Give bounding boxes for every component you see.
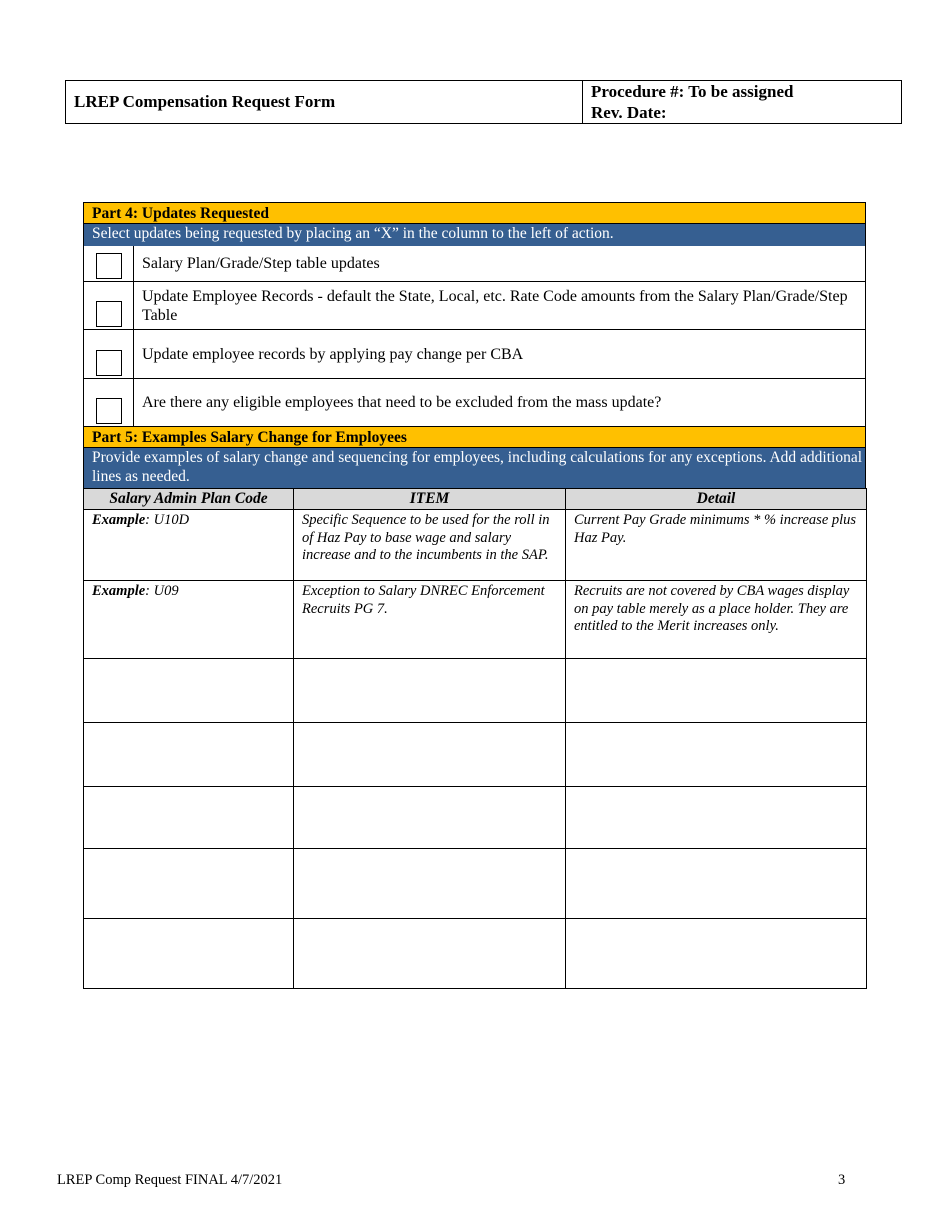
table-row	[84, 581, 867, 659]
column-header: Detail	[566, 489, 867, 510]
part5-section	[83, 426, 866, 989]
option-label: Update employee records by applying pay change per CBA	[142, 345, 524, 363]
example-label: Example	[92, 512, 146, 528]
option-label: Salary Plan/Grade/Step table updates	[142, 255, 380, 272]
footer-doc-name: LREP Comp Request FINAL 4/7/2021	[57, 1172, 283, 1188]
detail-cell[interactable]	[566, 849, 867, 919]
item-cell[interactable]	[294, 659, 566, 723]
option-label: Are there any eligible employees that need to be excluded from the mass update?	[142, 394, 662, 411]
part5-title: Part 5: Examples Salary Change for Employees	[83, 426, 866, 448]
part4-title: Part 4: Updates Requested	[83, 202, 866, 224]
detail-cell[interactable]	[566, 723, 867, 787]
detail-cell[interactable]	[566, 919, 867, 989]
detail-cell[interactable]	[566, 659, 867, 723]
column-header: ITEM	[294, 489, 566, 510]
checkbox-cba-pay-change[interactable]	[96, 350, 122, 376]
table-row	[84, 723, 867, 787]
table-row	[84, 659, 867, 723]
table-row	[84, 510, 867, 581]
checkbox-salary-table[interactable]	[96, 253, 122, 279]
detail-cell[interactable]: Recruits are not covered by CBA wages display on pay table merely as a place holder. They are entitled to the Merit increases only.	[566, 581, 867, 659]
plan-code-cell[interactable]	[84, 787, 294, 849]
plan-code-cell[interactable]	[84, 849, 294, 919]
table-header-row	[84, 489, 867, 510]
item-cell[interactable]	[294, 787, 566, 849]
example-label: Example	[92, 583, 146, 599]
table-row	[84, 787, 867, 849]
plan-code: : U09	[145, 583, 179, 599]
column-header: Salary Admin Plan Code	[84, 489, 294, 510]
item-cell[interactable]	[294, 849, 566, 919]
part4-section	[83, 202, 866, 427]
procedure-number: Procedure #: To be assigned	[591, 82, 794, 101]
part4-instruction: Select updates being requested by placing an “X” in the column to the left of action.	[83, 224, 866, 246]
update-option-1	[83, 246, 866, 282]
item-cell[interactable]	[294, 723, 566, 787]
rev-date: Rev. Date:	[591, 103, 667, 122]
detail-cell[interactable]	[566, 787, 867, 849]
table-row	[84, 919, 867, 989]
checkbox-default-rate-codes[interactable]	[96, 301, 122, 327]
form-header	[65, 80, 902, 124]
update-option-3	[83, 330, 866, 379]
table-row	[84, 849, 867, 919]
plan-code-cell[interactable]	[84, 723, 294, 787]
item-cell[interactable]: Specific Sequence to be used for the roll in of Haz Pay to base wage and salary increase and to the incumbents in the SAP.	[294, 510, 566, 581]
plan-code: : U10D	[145, 512, 190, 528]
procedure-box	[583, 81, 901, 123]
plan-code-cell[interactable]	[84, 919, 294, 989]
item-cell[interactable]	[294, 919, 566, 989]
detail-cell[interactable]: Current Pay Grade minimums * % increase plus Haz Pay.	[566, 510, 867, 581]
examples-table	[83, 488, 867, 989]
plan-code-cell[interactable]	[84, 510, 294, 581]
option-label: Update Employee Records - default the State, Local, etc. Rate Code amounts from the Salary Plan/Grade/Step Table	[142, 287, 848, 324]
item-cell[interactable]: Exception to Salary DNREC Enforcement Recruits PG 7.	[294, 581, 566, 659]
checkbox-exclude-employees[interactable]	[96, 398, 122, 424]
update-option-2	[83, 282, 866, 330]
page-number: 3	[838, 1172, 846, 1188]
form-title: LREP Compensation Request Form	[66, 81, 583, 123]
part5-instruction: Provide examples of salary change and sequencing for employees, including calculations for any exceptions. Add additional lines as needed.	[83, 448, 866, 488]
plan-code-cell[interactable]	[84, 659, 294, 723]
update-option-4	[83, 379, 866, 427]
plan-code-cell[interactable]	[84, 581, 294, 659]
